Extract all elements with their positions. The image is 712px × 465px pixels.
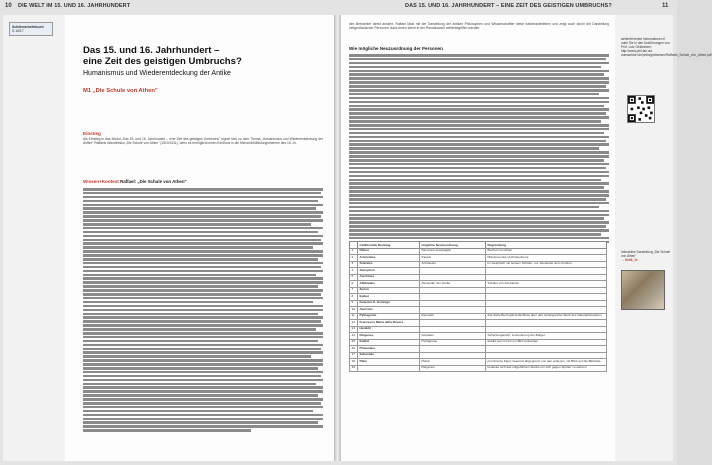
reassignment-heading-block	[349, 46, 609, 51]
traditional-interpretation: Xenophon	[358, 268, 420, 275]
possible-reassignment: Platon	[420, 359, 486, 366]
row-number: 14	[350, 333, 358, 340]
workbook-reference-box	[9, 22, 53, 36]
table-header	[350, 242, 358, 249]
row-number: 8	[350, 294, 358, 301]
page-title	[83, 45, 323, 67]
possible-reassignment: Paulus	[420, 255, 486, 262]
left-page	[3, 15, 334, 461]
material-heading	[83, 88, 158, 94]
traditional-interpretation: Zenon	[358, 287, 420, 294]
justification: prominente Figur; bewusst abgegrenzt von den anderen; mit Blick auf die Bildmitte	[486, 359, 607, 366]
traditional-interpretation: Francesco Maria della Rovere	[358, 320, 420, 327]
row-number: 12	[350, 320, 358, 327]
material-tag: M1	[83, 88, 92, 94]
traditional-interpretation: Heraklit	[358, 326, 420, 333]
row-number: 5	[350, 274, 358, 281]
wissen-heading: Wissen+Kontext	[83, 179, 119, 184]
table-header: traditionelle Deutung	[358, 242, 420, 249]
possible-reassignment: Alexander der Große	[420, 281, 486, 288]
justification: Euklid war mit ihm im Bild verbunden	[486, 339, 607, 346]
traditional-interpretation: Epikur	[358, 294, 420, 301]
body-text-left	[83, 188, 323, 432]
left-running-title: DIE WELT IM 15. UND 16. JAHRHUNDERT	[18, 3, 131, 9]
possible-reassignment: Dionysios Areopagita	[420, 248, 486, 255]
justification: bedecke sich das mitgeführten Stocks um sich gegen Spötter zu wehren	[486, 365, 607, 372]
material-title: „Die Schule von Athen"	[92, 88, 158, 94]
row-number: 19	[350, 365, 358, 372]
justification: Scherbengericht; Inszenierung der Bürger	[486, 333, 607, 340]
traditional-interpretation: Sokrates	[358, 261, 420, 268]
interactive-info-text	[621, 250, 671, 262]
body-text-right	[349, 54, 609, 247]
row-number: 13	[350, 326, 358, 333]
qr-code-graphic	[628, 96, 654, 122]
ref-box-pages: S.16/17	[12, 29, 24, 34]
wissen-heading-row	[83, 179, 323, 184]
row-number: 10	[350, 307, 358, 314]
row-number: 17	[350, 352, 358, 359]
traditional-interpretation: Ptolemäus	[358, 346, 420, 353]
justification: im Gespräch mit seinem Schüler, u.a. Alexander dem Großen	[486, 261, 607, 268]
right-running-title: DAS 15. UND 16. JAHRHUNDERT – EINE ZEIT DES GEISTIGEN UMBRUCHS?	[405, 3, 612, 9]
left-page-number: 10	[5, 3, 12, 9]
interactive-code-link[interactable]: → 6xh8_1e	[621, 258, 638, 262]
traditional-interpretation: Sebastian	[358, 352, 420, 359]
einstieg-text: Als Einstieg in das Modul „Das 15. und 16. Jahrhundert – eine Zeit des geistigen Umbruchs" eignet sich zu dem Thema „Humanismus und Wiederentdeckung der Antike" Raffaels Wandfresko „Die Schule von Athen" (1510/1511), denn es ermöglicht einen Eindruck in die Menschbildbildungsthemen des 16. Jh.	[83, 137, 323, 146]
title-line-2: eine Zeit des geistigen Umbruchs?	[83, 56, 242, 67]
justification: das dicke Buch gibt Aufschluss über das umfangreiche Werk des Naturphilosophen	[486, 313, 607, 320]
table-header-row	[350, 242, 607, 249]
traditional-interpretation	[358, 365, 420, 372]
einstieg-section	[83, 131, 323, 146]
right-margin-column	[615, 15, 712, 461]
table-header: Begründung	[486, 242, 607, 249]
table-row	[350, 365, 607, 372]
row-number: 9	[350, 300, 358, 307]
traditional-interpretation: Diogenes	[358, 333, 420, 340]
row-number: 2	[350, 255, 358, 262]
table-header: mögliche Neuzuordnung	[420, 242, 486, 249]
traditional-interpretation: Alkibiades	[358, 281, 420, 288]
einstieg-heading: Einstieg	[83, 131, 101, 136]
row-number: 1	[350, 248, 358, 255]
interactive-info-label: Interaktive Darstellung „Die Schule von Athen"	[621, 250, 671, 258]
possible-reassignment: Diogenes	[420, 365, 486, 372]
right-page	[341, 15, 712, 461]
reassignment-heading: Wie mögliche Neuzuordnung der Personen	[349, 46, 443, 51]
possible-reassignment: Sokrates	[420, 333, 486, 340]
qr-code-icon[interactable]	[627, 95, 655, 123]
justification: Bischof von Athen	[486, 248, 607, 255]
possible-reassignment: Demokrit	[420, 313, 486, 320]
row-number: 7	[350, 287, 358, 294]
row-number: 4	[350, 268, 358, 275]
page-subtitle: Humanismus und Wiederentdeckung der Antike	[83, 70, 231, 77]
justification: Missionar des Urchristentums	[486, 255, 607, 262]
row-number: 3	[350, 261, 358, 268]
traditional-interpretation: Aischines	[358, 274, 420, 281]
traditional-interpretation: Plato	[358, 359, 420, 366]
wissen-title: Raffael: „Die Schule von Athen"	[120, 179, 187, 184]
right-page-number: 11	[662, 3, 669, 9]
header-bar	[0, 0, 677, 15]
traditional-interpretation: Aristoteles	[358, 255, 420, 262]
traditional-interpretation: Platon	[358, 248, 420, 255]
row-number: 16	[350, 346, 358, 353]
book-gutter	[334, 15, 341, 461]
further-info-text: weiterführende Informationen fi nden Sie in den Ausführungen von Prof. Lutz Geldsetzer: http://www.phil-fak.uni-duesseldorf.de/philo/geldsetzer/Raffaels_Schule_von_Athen.pdf	[621, 37, 712, 57]
reassignment-table	[349, 241, 607, 372]
left-margin-column	[3, 15, 65, 461]
school-of-athens-thumbnail[interactable]	[621, 270, 665, 310]
ref-box-title: Schülerarbeitsbuch	[12, 25, 44, 29]
possible-reassignment: Aristoteles	[420, 261, 486, 268]
row-number: 18	[350, 359, 358, 366]
justification: Schüler von Aristoteles	[486, 281, 607, 288]
traditional-interpretation: Federico II. Gonzaga	[358, 300, 420, 307]
right-lead-text: den Betrachter direkt ansieht. Raffael lässt mit der Darstellung der antiken Philosophen und Wissenschaftler diese wiederauferleben und zeigt auch durch die Darstellung zeitgenössischer Personen, dass deren Ideen in der Renaissance weiterbegriffen werden.	[349, 22, 609, 31]
traditional-interpretation: Euklid	[358, 339, 420, 346]
title-line-1: Das 15. und 16. Jahrhundert –	[83, 45, 220, 56]
traditional-interpretation: Averroës	[358, 307, 420, 314]
row-number: 15	[350, 339, 358, 346]
row-number: 11	[350, 313, 358, 320]
traditional-interpretation: Pythagoras	[358, 313, 420, 320]
row-number: 6	[350, 281, 358, 288]
possible-reassignment: Pythagoras	[420, 339, 486, 346]
wissen-section	[83, 179, 323, 184]
